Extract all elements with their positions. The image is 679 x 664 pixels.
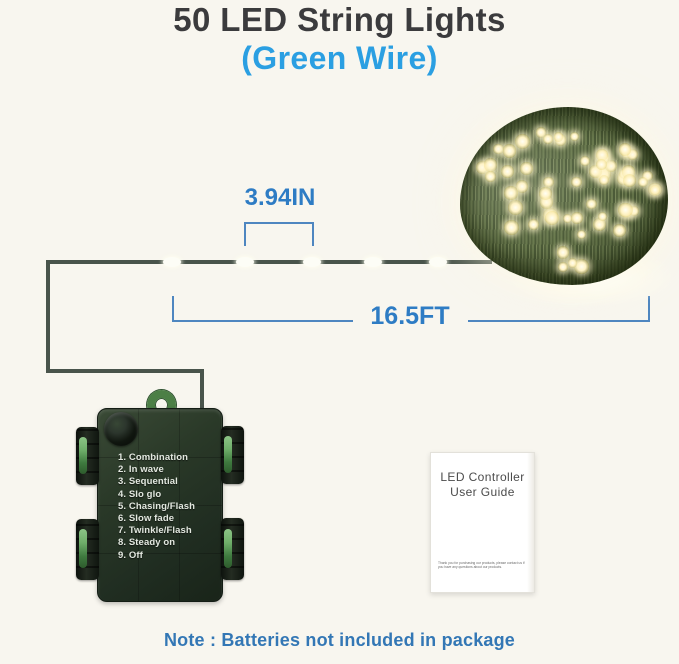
- coil-led-dot: [504, 186, 518, 200]
- coil-led-dot: [599, 175, 609, 185]
- mode-item: 1. Combination: [118, 452, 189, 463]
- side-latch-icon: [76, 519, 99, 580]
- coil-led-dot: [543, 177, 553, 187]
- booklet-title-line1: LED Controller: [440, 470, 525, 484]
- mode-item: 3. Sequential: [118, 476, 178, 488]
- led-bulb: [236, 257, 254, 267]
- string-wire-bottom: [46, 369, 204, 373]
- spacing-bracket-tick-right: [312, 222, 314, 246]
- coil-led-dot: [638, 177, 648, 187]
- controller-button-icon: [104, 412, 138, 446]
- battery-controller-box: [97, 408, 223, 602]
- light-coil: [460, 107, 668, 285]
- coil-led-dot: [586, 199, 596, 209]
- length-bracket-line-left: [172, 320, 353, 322]
- coil-led-dot: [508, 200, 523, 215]
- coil-led-dot: [528, 219, 539, 230]
- mode-item: 4. Slo glo: [118, 488, 162, 500]
- led-bulb: [364, 257, 382, 267]
- coil-led-dot: [613, 224, 626, 237]
- coil-led-dot: [571, 212, 583, 224]
- page-title: 50 LED String Lights: [173, 1, 506, 38]
- booklet-fine-print: Thank you for purchasing our products, please contact us if you have any questions about our products.: [438, 561, 525, 570]
- coil-led-dot: [501, 165, 514, 178]
- mode-item: 5. Chasing/Flash: [118, 500, 196, 512]
- string-wire-left: [46, 260, 50, 373]
- total-length-label: 16.5FT: [370, 302, 450, 330]
- mode-list: [118, 452, 195, 562]
- mode-item: 9. Off: [118, 549, 143, 561]
- coil-led-dot: [504, 220, 519, 235]
- coil-led-dot: [484, 158, 498, 172]
- spacing-bracket-tick-left: [244, 222, 246, 246]
- spacing-bracket-bar: [244, 222, 314, 224]
- coil-led-dot: [520, 162, 532, 174]
- side-latch-icon: [76, 427, 99, 485]
- led-spacing-label: 3.94IN: [244, 184, 316, 211]
- battery-note: Note : Batteries not included in package: [163, 630, 516, 650]
- user-guide-booklet: [430, 452, 535, 593]
- side-latch-icon: [221, 426, 244, 484]
- length-bracket-tick-left: [172, 296, 174, 322]
- length-bracket-line-right: [468, 320, 650, 322]
- mode-item: 7. Twinkle/Flash: [118, 525, 192, 537]
- led-bulb: [429, 257, 447, 267]
- mode-item: 2. In wave: [118, 464, 164, 476]
- coil-led-dot: [545, 211, 559, 225]
- string-wire-top: [46, 260, 492, 264]
- booklet-title: [431, 470, 534, 500]
- led-bulb: [303, 257, 321, 267]
- coil-led-dot: [571, 177, 581, 187]
- coil-led-dot: [618, 203, 632, 217]
- booklet-title-line2: User Guide: [450, 485, 515, 499]
- side-latch-icon: [221, 518, 244, 580]
- coil-led-dot: [485, 171, 496, 182]
- mode-item: 6. Slow fade: [118, 513, 175, 525]
- mode-item: 8. Steady on: [118, 537, 176, 549]
- coil-led-dot: [570, 132, 579, 141]
- led-bulb: [163, 257, 181, 267]
- coil-led-dot: [619, 143, 631, 155]
- page-subtitle: (Green Wire): [241, 40, 438, 76]
- coil-led-dot: [557, 246, 569, 258]
